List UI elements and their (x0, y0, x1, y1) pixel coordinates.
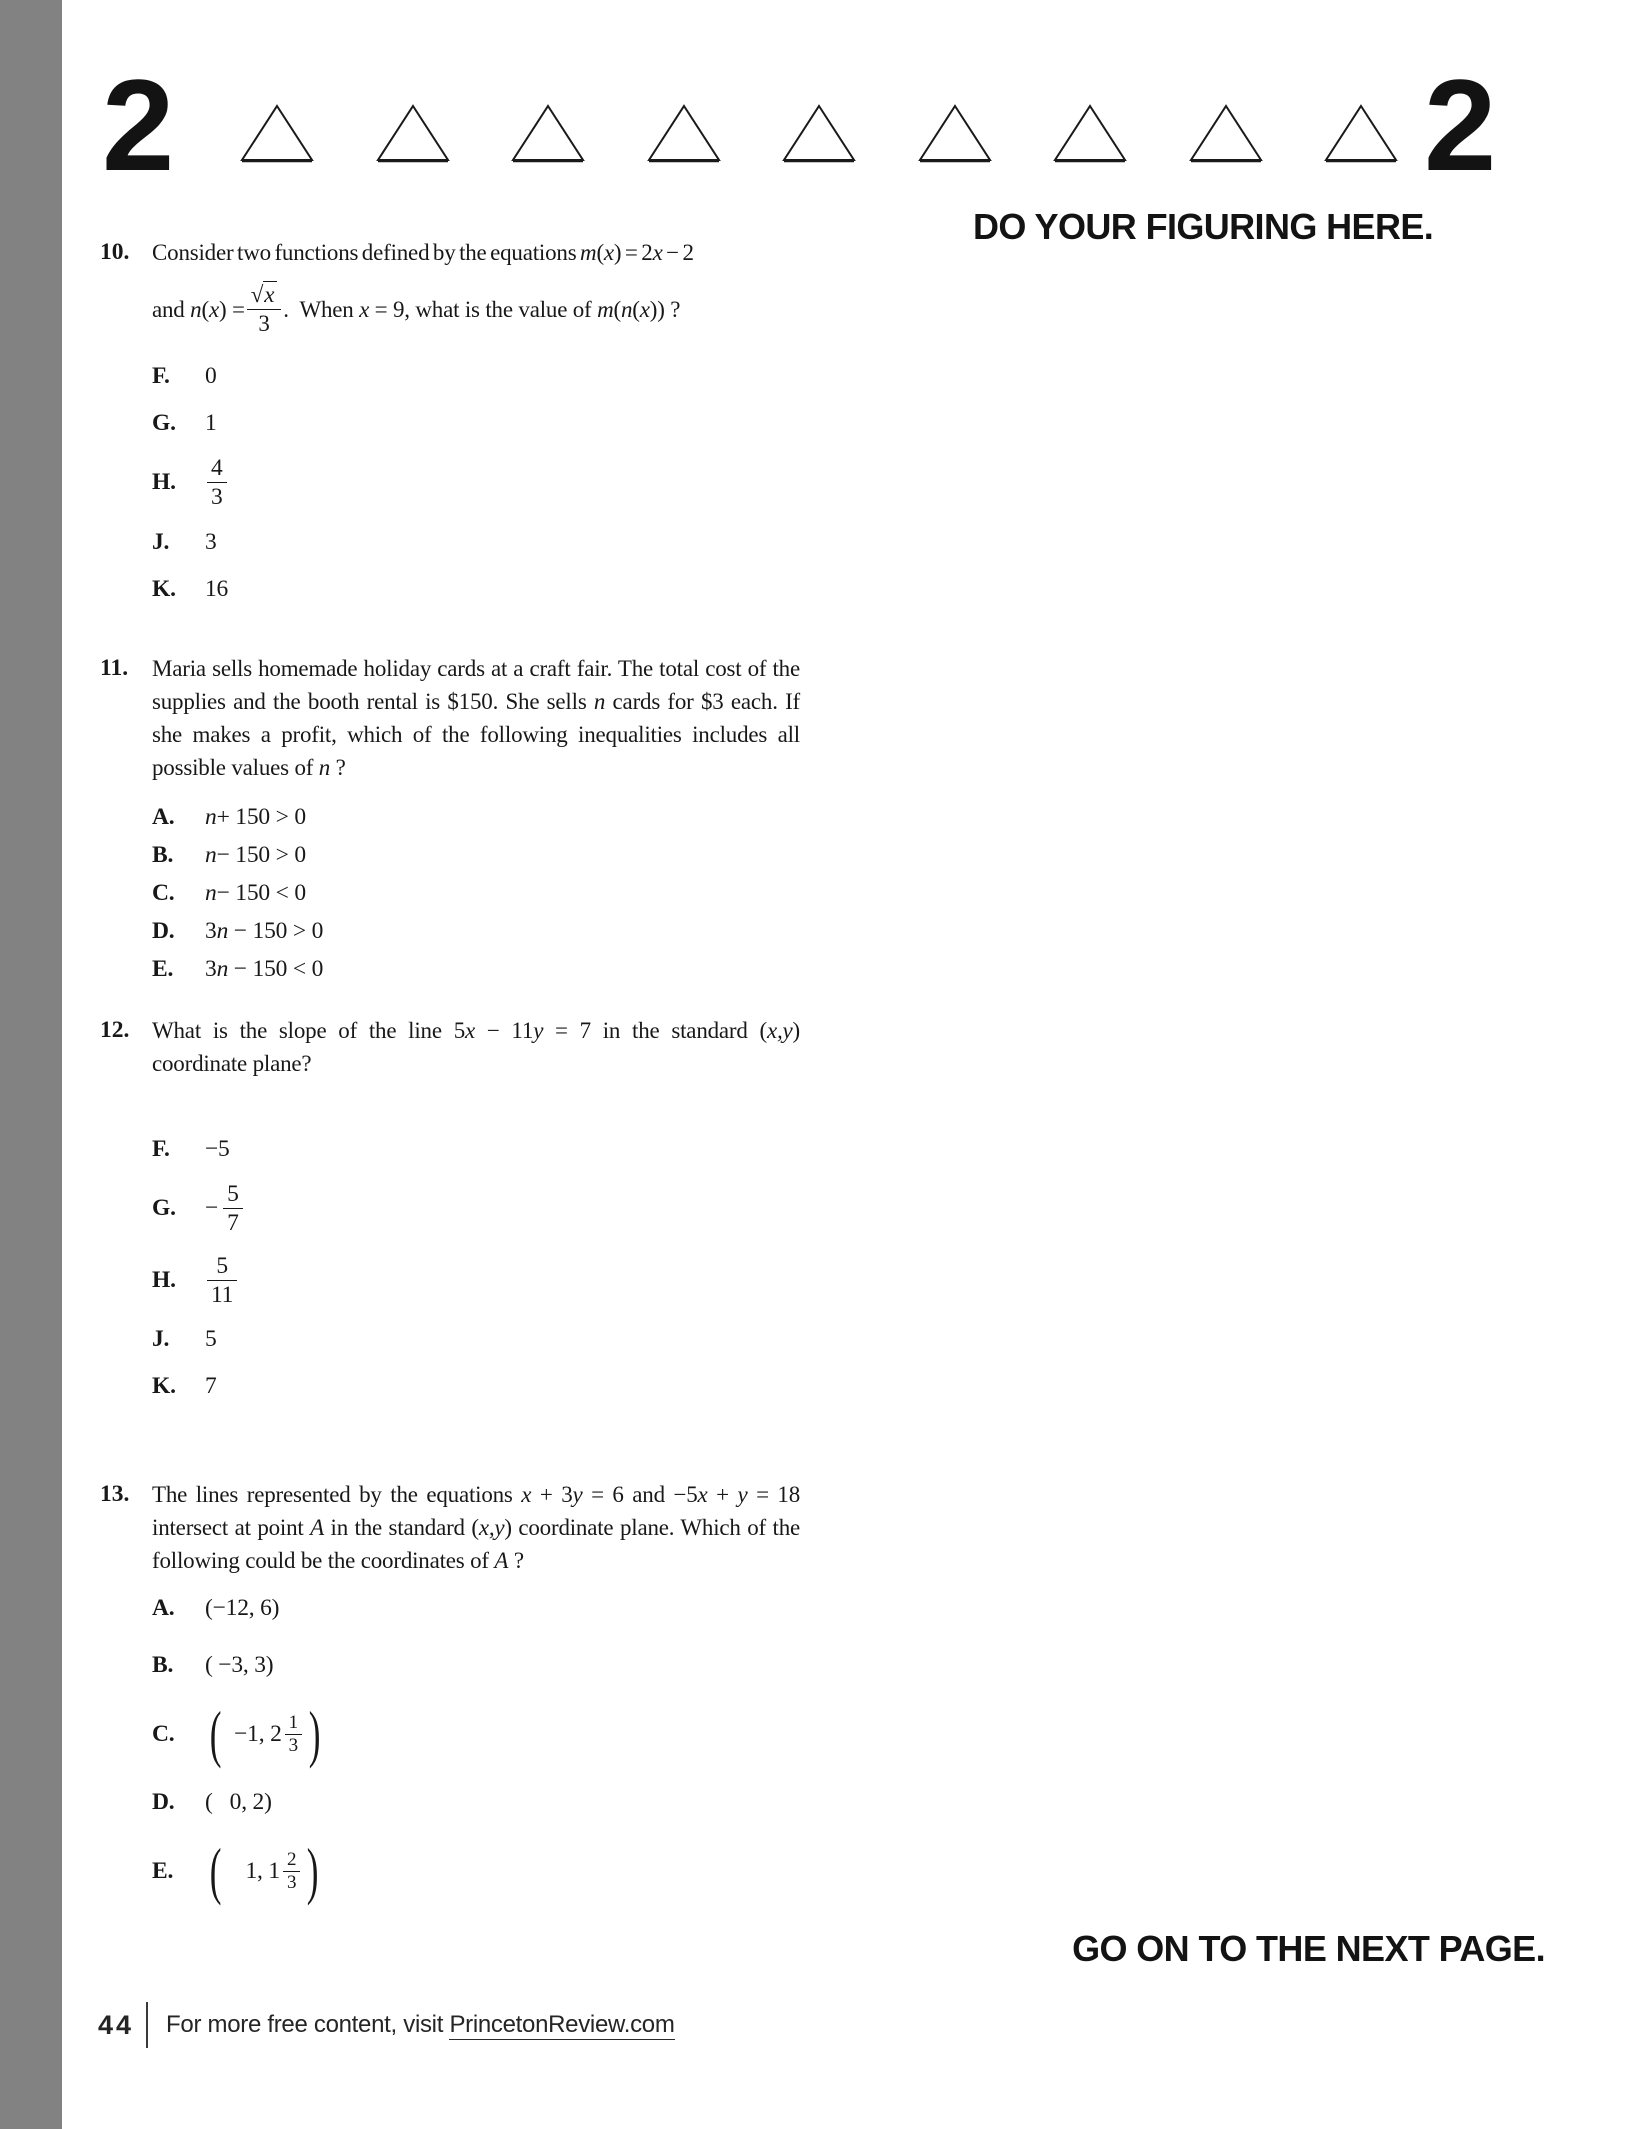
section-number-left: 2 (102, 52, 172, 198)
footer-link[interactable]: PrincetonReview.com (449, 2011, 675, 2038)
option-h: H. $\frac{5}{11}$ (152, 1253, 800, 1309)
triangle-icon (240, 104, 314, 163)
option-f: F. −5 (152, 1136, 230, 1162)
option-b: B. n− 150 > 0 (152, 842, 306, 868)
question-12-text: What is the slope of the line 5x − 11y = 7 in the standard (x,y) coordinate plane? (152, 1018, 801, 1076)
triangle-icon (782, 104, 856, 163)
question-number: 12. (100, 1017, 130, 1043)
question-number: 11. (100, 655, 129, 681)
option-g: G. − $\frac{5}{7}$ (152, 1181, 800, 1237)
option-a: A. n+ 150 > 0 (152, 804, 306, 830)
question-10 (100, 236, 812, 621)
option-b: B. ( −3, 3) (152, 1652, 274, 1678)
footer-note: For more free content, visit PrincetonReview.com (166, 2011, 675, 2038)
option-k: K. 7 (152, 1373, 217, 1400)
figuring-heading: DO YOUR FIGURING HERE. (973, 206, 1434, 247)
left-gray-bar (0, 0, 62, 2129)
option-k: K. 16 (152, 575, 229, 602)
option-g: G. 1 (152, 410, 217, 436)
question-number: 10. (100, 239, 130, 265)
question-12 (100, 1014, 812, 1418)
sqrt-fraction: $\frac{√x}{3}$ (247, 282, 281, 337)
section-number-right: 2 (1424, 52, 1494, 198)
option-e: E. ( 1, 1 $\frac{2}{3}$ ) (152, 1835, 319, 1907)
triangle-icon (511, 104, 585, 163)
question-11-text: Maria sells homemade holiday cards at a craft fair. The total cost of the supplies and the booth rental is $150. She sells n cards for $3 each. If she makes a profit, which of the following inequalities includes all possible values of n ? (152, 656, 801, 780)
question-10-line1: Consider two functions defined by the equations m(x) = 2x − 2 (152, 240, 694, 265)
footer-divider (146, 2002, 148, 2048)
question-11 (100, 652, 812, 992)
option-c: C. ( −1, 2 $\frac{1}{3}$ ) (152, 1698, 321, 1769)
option-c: C. n− 150 < 0 (152, 880, 306, 906)
option-j: J. 5 (152, 1326, 217, 1353)
question-number: 13. (100, 1481, 130, 1507)
go-on-instruction: GO ON TO THE NEXT PAGE. (1072, 1928, 1545, 1969)
question-13-text: The lines represented by the equations x + 3y = 6 and −5x + y = 18 intersect at point A in the standard (x,y) coordinate plane. Which of the following could be the coordinates of A ? (152, 1482, 801, 1573)
page-number: 44 (98, 2009, 135, 2040)
triangle-icon (376, 104, 450, 163)
option-a: A. (−12, 6) (152, 1595, 280, 1621)
option-d: D. 3n − 150 > 0 (152, 918, 324, 944)
triangle-icon (1189, 104, 1263, 163)
page-footer (98, 2002, 675, 2048)
triangle-row (240, 103, 1398, 163)
option-f: F. 0 (152, 363, 217, 389)
option-j: J. 3 (152, 528, 217, 555)
option-h: H. $\frac{4}{3}$ (152, 455, 800, 511)
triangle-icon (1324, 104, 1398, 163)
question-10-line2: and n(x) = $\frac{√x}{3}$ . When x = 9, what is the value of m(n(x)) ? (152, 281, 681, 336)
question-13 (100, 1478, 812, 1925)
triangle-icon (1053, 104, 1127, 163)
option-e: E. 3n − 150 < 0 (152, 956, 324, 982)
triangle-icon (647, 104, 721, 163)
option-d: D. ( 0, 2) (152, 1789, 272, 1816)
triangle-icon (918, 104, 992, 163)
